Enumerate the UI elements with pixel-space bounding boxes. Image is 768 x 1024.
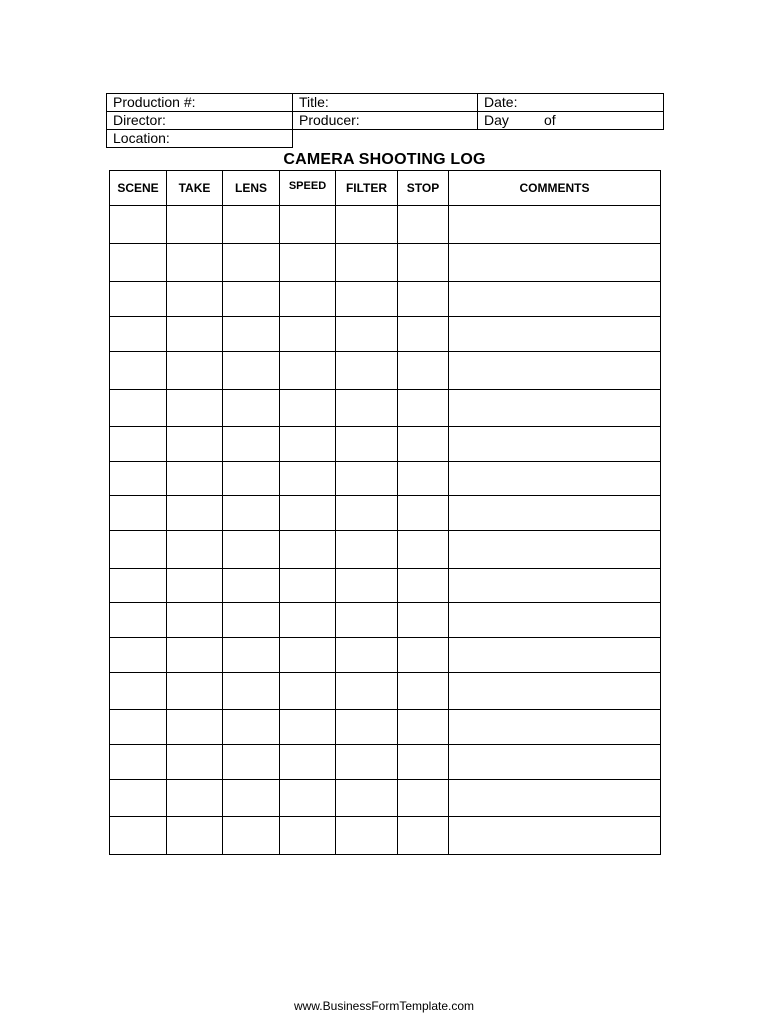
- date-field[interactable]: [478, 94, 664, 112]
- log-cell-stop[interactable]: [398, 745, 449, 780]
- log-cell-comments[interactable]: [449, 496, 661, 531]
- log-cell-comments[interactable]: [449, 638, 661, 673]
- header-blank-cell: [293, 130, 478, 148]
- log-cell-lens[interactable]: [223, 745, 280, 780]
- log-cell-stop[interactable]: [398, 603, 449, 638]
- log-cell-stop[interactable]: [398, 710, 449, 745]
- log-row: [110, 638, 661, 673]
- log-row: [110, 817, 661, 855]
- log-cell-scene[interactable]: [110, 817, 167, 855]
- log-cell-lens[interactable]: [223, 282, 280, 317]
- log-row: [110, 244, 661, 282]
- log-cell-lens[interactable]: [223, 673, 280, 710]
- log-cell-scene[interactable]: [110, 531, 167, 569]
- log-cell-take[interactable]: [167, 390, 223, 427]
- log-cell-comments[interactable]: [449, 603, 661, 638]
- column-header-lens: LENS: [223, 171, 280, 206]
- location-label: Location:: [113, 130, 170, 146]
- log-cell-filter[interactable]: [336, 569, 398, 603]
- log-cell-speed[interactable]: [280, 206, 336, 244]
- log-cell-lens[interactable]: [223, 496, 280, 531]
- log-cell-comments[interactable]: [449, 244, 661, 282]
- log-cell-scene[interactable]: [110, 462, 167, 496]
- log-row: [110, 780, 661, 817]
- log-cell-speed[interactable]: [280, 603, 336, 638]
- log-cell-filter[interactable]: [336, 638, 398, 673]
- log-row: [110, 317, 661, 352]
- log-cell-stop[interactable]: [398, 638, 449, 673]
- document-title: CAMERA SHOOTING LOG: [283, 151, 486, 168]
- log-cell-take[interactable]: [167, 531, 223, 569]
- log-row: [110, 390, 661, 427]
- day-label: Day: [484, 112, 509, 128]
- log-cell-speed[interactable]: [280, 780, 336, 817]
- log-row: [110, 710, 661, 745]
- log-cell-take[interactable]: [167, 352, 223, 390]
- log-cell-lens[interactable]: [223, 244, 280, 282]
- log-cell-comments[interactable]: [449, 531, 661, 569]
- column-header-comments: COMMENTS: [449, 171, 661, 206]
- log-cell-scene[interactable]: [110, 496, 167, 531]
- log-cell-speed[interactable]: [280, 638, 336, 673]
- log-cell-stop[interactable]: [398, 569, 449, 603]
- date-label: Date:: [484, 94, 518, 110]
- log-row: [110, 352, 661, 390]
- log-cell-lens[interactable]: [223, 206, 280, 244]
- log-cell-speed[interactable]: [280, 745, 336, 780]
- log-cell-scene[interactable]: [110, 206, 167, 244]
- director-field[interactable]: [107, 112, 293, 130]
- log-cell-speed[interactable]: [280, 282, 336, 317]
- footer-url: www.BusinessFormTemplate.com: [293, 999, 475, 1013]
- log-cell-filter[interactable]: [336, 352, 398, 390]
- log-cell-filter[interactable]: [336, 496, 398, 531]
- log-cell-lens[interactable]: [223, 638, 280, 673]
- log-cell-comments[interactable]: [449, 352, 661, 390]
- log-cell-stop[interactable]: [398, 531, 449, 569]
- log-cell-stop[interactable]: [398, 390, 449, 427]
- log-cell-comments[interactable]: [449, 462, 661, 496]
- log-cell-comments[interactable]: [449, 817, 661, 855]
- log-cell-comments[interactable]: [449, 673, 661, 710]
- log-cell-speed[interactable]: [280, 390, 336, 427]
- log-cell-speed[interactable]: [280, 531, 336, 569]
- log-cell-take[interactable]: [167, 569, 223, 603]
- log-cell-scene[interactable]: [110, 673, 167, 710]
- of-label: of: [544, 112, 556, 128]
- director-label: Director:: [113, 112, 166, 128]
- log-cell-comments[interactable]: [449, 745, 661, 780]
- log-cell-take[interactable]: [167, 638, 223, 673]
- log-cell-take[interactable]: [167, 427, 223, 462]
- log-cell-take[interactable]: [167, 462, 223, 496]
- log-cell-scene[interactable]: [110, 352, 167, 390]
- log-cell-comments[interactable]: [449, 317, 661, 352]
- log-cell-scene[interactable]: [110, 603, 167, 638]
- log-cell-stop[interactable]: [398, 244, 449, 282]
- log-row: [110, 603, 661, 638]
- log-cell-stop[interactable]: [398, 817, 449, 855]
- log-cell-take[interactable]: [167, 244, 223, 282]
- log-row: [110, 531, 661, 569]
- log-cell-scene[interactable]: [110, 282, 167, 317]
- log-row: [110, 745, 661, 780]
- log-cell-stop[interactable]: [398, 462, 449, 496]
- column-header-filter: FILTER: [336, 171, 398, 206]
- log-cell-stop[interactable]: [398, 427, 449, 462]
- log-row: [110, 427, 661, 462]
- log-cell-scene[interactable]: [110, 244, 167, 282]
- day-of-field[interactable]: [478, 112, 664, 130]
- production-number-label: Production #:: [113, 94, 196, 110]
- log-cell-speed[interactable]: [280, 673, 336, 710]
- log-cell-scene[interactable]: [110, 745, 167, 780]
- log-row: [110, 462, 661, 496]
- log-cell-speed[interactable]: [280, 244, 336, 282]
- log-cell-filter[interactable]: [336, 206, 398, 244]
- column-header-stop: STOP: [398, 171, 449, 206]
- log-cell-take[interactable]: [167, 710, 223, 745]
- log-cell-take[interactable]: [167, 317, 223, 352]
- production-info-table: [106, 93, 664, 148]
- column-header-speed: SPEED: [280, 171, 336, 206]
- log-cell-lens[interactable]: [223, 462, 280, 496]
- column-header-take: TAKE: [167, 171, 223, 206]
- log-cell-speed[interactable]: [280, 317, 336, 352]
- log-cell-take[interactable]: [167, 745, 223, 780]
- log-cell-filter[interactable]: [336, 817, 398, 855]
- log-cell-scene[interactable]: [110, 569, 167, 603]
- log-row: [110, 569, 661, 603]
- location-field[interactable]: [107, 130, 293, 148]
- log-cell-lens[interactable]: [223, 569, 280, 603]
- log-cell-filter[interactable]: [336, 390, 398, 427]
- log-cell-filter[interactable]: [336, 745, 398, 780]
- producer-label: Producer:: [299, 112, 360, 128]
- log-row: [110, 282, 661, 317]
- log-cell-comments[interactable]: [449, 282, 661, 317]
- log-cell-filter[interactable]: [336, 673, 398, 710]
- log-cell-lens[interactable]: [223, 780, 280, 817]
- log-cell-speed[interactable]: [280, 710, 336, 745]
- title-label: Title:: [299, 94, 329, 110]
- log-cell-speed[interactable]: [280, 352, 336, 390]
- log-cell-scene[interactable]: [110, 427, 167, 462]
- log-cell-speed[interactable]: [280, 427, 336, 462]
- log-table-body: [110, 206, 661, 855]
- log-row: [110, 206, 661, 244]
- log-cell-filter[interactable]: [336, 531, 398, 569]
- log-cell-stop[interactable]: [398, 673, 449, 710]
- log-cell-speed[interactable]: [280, 817, 336, 855]
- log-cell-lens[interactable]: [223, 603, 280, 638]
- header-row-3: [107, 130, 664, 148]
- log-cell-filter[interactable]: [336, 710, 398, 745]
- log-cell-filter[interactable]: [336, 427, 398, 462]
- log-cell-filter[interactable]: [336, 780, 398, 817]
- log-cell-stop[interactable]: [398, 780, 449, 817]
- log-cell-lens[interactable]: [223, 427, 280, 462]
- log-cell-comments[interactable]: [449, 780, 661, 817]
- header-row-1: [107, 94, 664, 112]
- log-cell-take[interactable]: [167, 496, 223, 531]
- log-row: [110, 496, 661, 531]
- log-cell-take[interactable]: [167, 603, 223, 638]
- log-cell-lens[interactable]: [223, 710, 280, 745]
- log-cell-comments[interactable]: [449, 390, 661, 427]
- log-cell-scene[interactable]: [110, 638, 167, 673]
- shooting-log-table: [109, 170, 661, 855]
- log-cell-speed[interactable]: [280, 569, 336, 603]
- log-cell-scene[interactable]: [110, 317, 167, 352]
- log-cell-lens[interactable]: [223, 352, 280, 390]
- log-row: [110, 673, 661, 710]
- column-header-scene: SCENE: [110, 171, 167, 206]
- log-cell-stop[interactable]: [398, 206, 449, 244]
- log-cell-lens[interactable]: [223, 390, 280, 427]
- log-cell-filter[interactable]: [336, 317, 398, 352]
- title-field[interactable]: [293, 94, 478, 112]
- log-cell-take[interactable]: [167, 282, 223, 317]
- header-row-2: [107, 112, 664, 130]
- log-cell-scene[interactable]: [110, 390, 167, 427]
- log-cell-lens[interactable]: [223, 531, 280, 569]
- log-cell-stop[interactable]: [398, 496, 449, 531]
- log-cell-take[interactable]: [167, 206, 223, 244]
- log-cell-stop[interactable]: [398, 317, 449, 352]
- log-cell-filter[interactable]: [336, 244, 398, 282]
- log-cell-take[interactable]: [167, 780, 223, 817]
- log-cell-speed[interactable]: [280, 496, 336, 531]
- log-cell-comments[interactable]: [449, 427, 661, 462]
- production-number-field[interactable]: [107, 94, 293, 112]
- log-cell-comments[interactable]: [449, 206, 661, 244]
- producer-field[interactable]: [293, 112, 478, 130]
- log-cell-comments[interactable]: [449, 710, 661, 745]
- log-cell-filter[interactable]: [336, 282, 398, 317]
- log-cell-stop[interactable]: [398, 282, 449, 317]
- log-cell-filter[interactable]: [336, 462, 398, 496]
- log-cell-speed[interactable]: [280, 462, 336, 496]
- log-cell-take[interactable]: [167, 673, 223, 710]
- log-cell-lens[interactable]: [223, 317, 280, 352]
- log-cell-stop[interactable]: [398, 352, 449, 390]
- log-cell-scene[interactable]: [110, 780, 167, 817]
- log-cell-filter[interactable]: [336, 603, 398, 638]
- log-cell-take[interactable]: [167, 817, 223, 855]
- log-header-row: [110, 171, 661, 206]
- log-cell-lens[interactable]: [223, 817, 280, 855]
- log-cell-scene[interactable]: [110, 710, 167, 745]
- log-cell-comments[interactable]: [449, 569, 661, 603]
- header-blank-cell: [478, 130, 664, 148]
